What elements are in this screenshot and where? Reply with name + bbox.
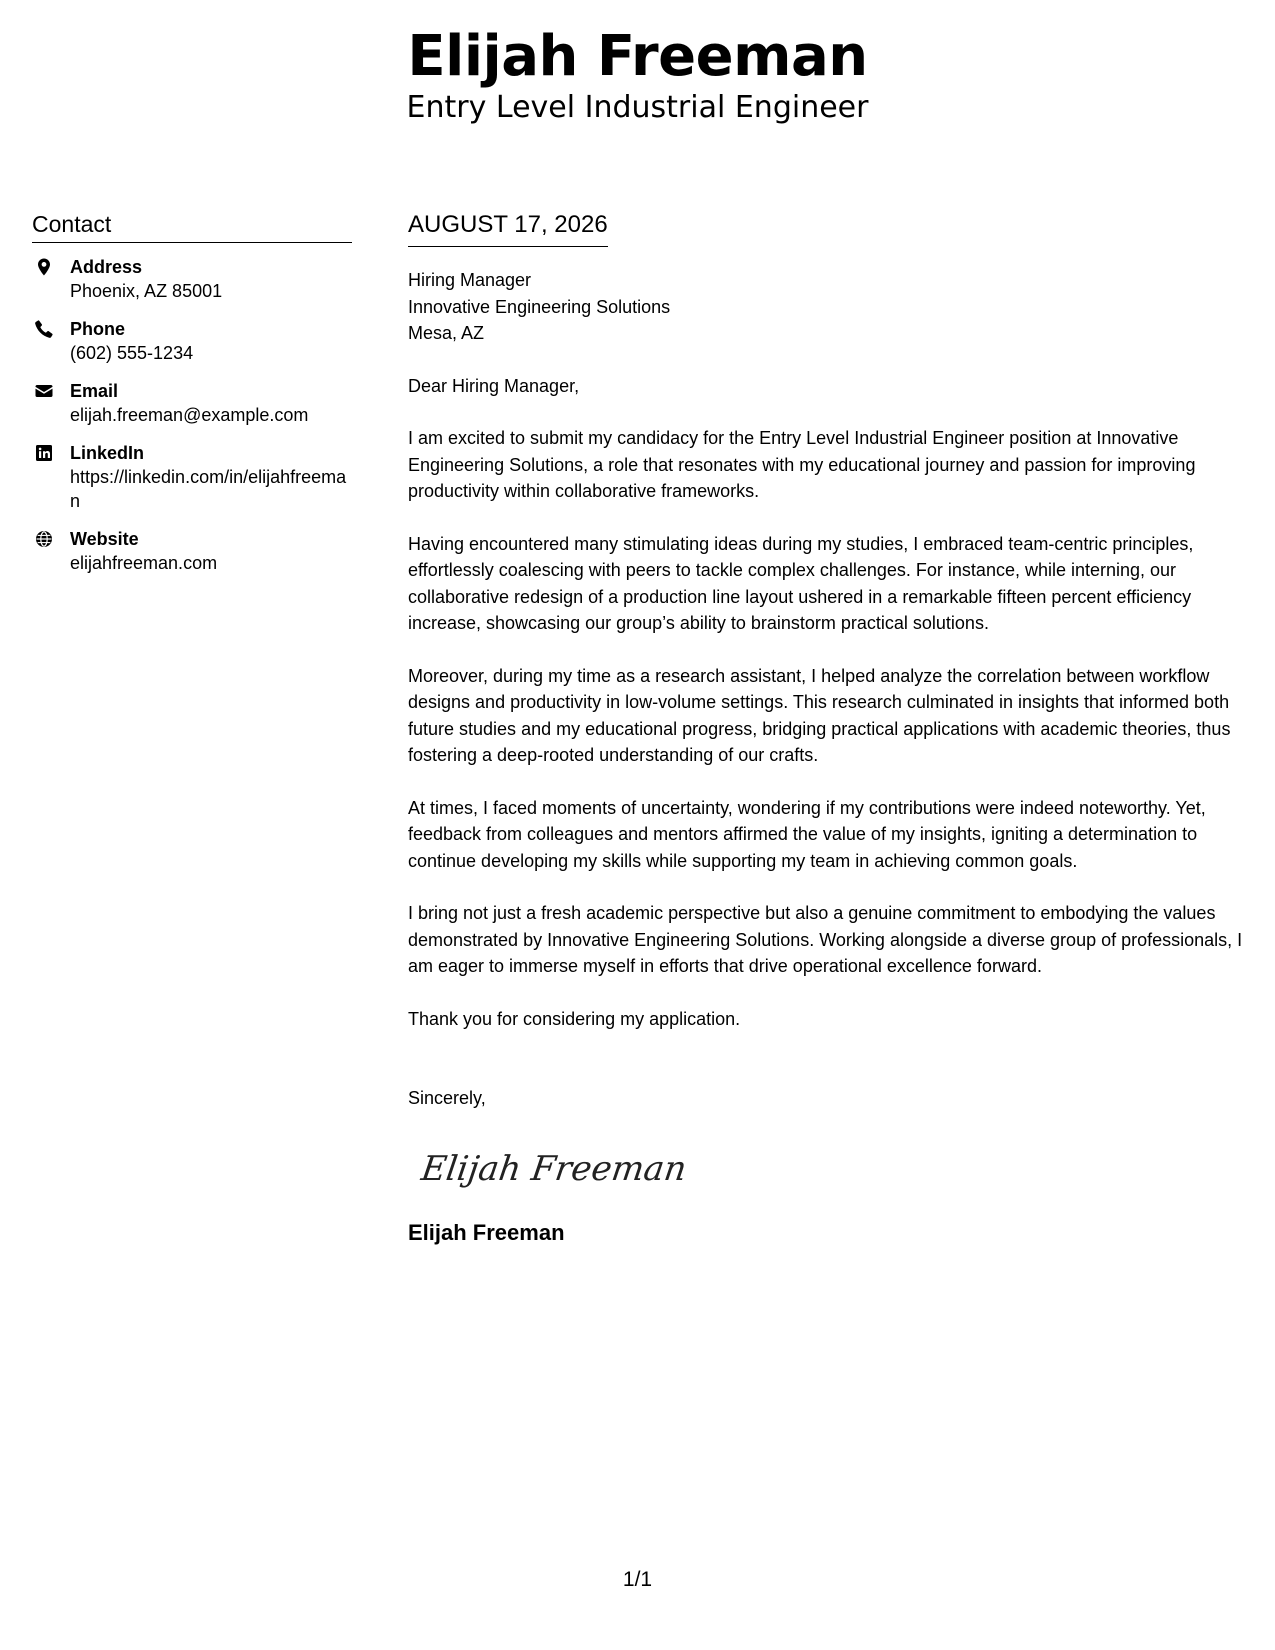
- letter-paragraph: At times, I faced moments of uncertainty, wondering if my contributions were indeed noteworthy. Yet, feedback from colleagues and mentors affirmed the value of my insights, igniting a determination to continue developing my skills while supporting my team in achieving common goals.: [408, 797, 1206, 871]
- contact-label: Address: [70, 257, 143, 277]
- letter-paragraph: Having encountered many stimulating ideas during my studies, I embraced team-centric principles, effortlessly coalescing with peers to tackle complex challenges. For instance, while interning, our collaborative redesign of a production line layout ushered in a remarkable fifteen percent efficiency increase, showcasing our group’s ability to brainstorm practical solutions.: [408, 533, 1194, 633]
- contact-label: Email: [70, 381, 119, 401]
- phone-value[interactable]: (602) 555-1234: [70, 343, 194, 363]
- envelope-icon: [34, 381, 54, 401]
- page-number: 1/1: [622, 1568, 653, 1591]
- recipient-company: Innovative Engineering Solutions: [408, 296, 671, 317]
- linkedin-value[interactable]: https://linkedin.com/in/elijahfreeman: [70, 467, 347, 511]
- cover-letter-body: [408, 208, 1258, 1248]
- thank-you-line: Thank you for considering my application.: [408, 1008, 741, 1029]
- map-pin-icon: [34, 257, 54, 277]
- applicant-name: Elijah Freeman: [407, 24, 868, 89]
- address-value: Phoenix, AZ 85001: [70, 281, 223, 301]
- signer-name: Elijah Freeman: [408, 1219, 565, 1245]
- letter-paragraph: I am excited to submit my candidacy for the Entry Level Industrial Engineer position at Innovative Engineering Solutions, a role that resonates with my educational journey and passion for improving productivity within collaborative frameworks.: [408, 428, 1196, 501]
- linkedin-icon: [34, 443, 54, 463]
- signature-text: Elijah Freeman: [418, 1148, 689, 1189]
- salutation: Dear Hiring Manager,: [408, 375, 580, 396]
- letter-paragraph: Moreover, during my time as a research assistant, I helped analyze the correlation between workflow designs and productivity in low-volume settings. This research culminated in insights that informed both future studies and my educational progress, bridging practical applications with academic theories, thus fostering a deep-rooted understanding of our crafts.: [408, 665, 1231, 765]
- contact-item-email: [32, 379, 352, 427]
- contact-label: Phone: [70, 319, 126, 339]
- recipient-location: Mesa, AZ: [408, 323, 485, 343]
- website-value[interactable]: elijahfreeman.com: [70, 553, 218, 573]
- contact-item-phone: [32, 317, 352, 365]
- closing-line: Sincerely,: [408, 1088, 486, 1108]
- email-value[interactable]: elijah.freeman@example.com: [70, 405, 309, 425]
- letter-paragraph: I bring not just a fresh academic perspective but also a genuine commitment to embodying the values demonstrated by Innovative Engineering Solutions. Working alongside a diverse group of professionals, I am eager to immerse myself in efforts that drive operational excellence forward.: [408, 903, 1243, 976]
- signature-graphic: [418, 1138, 689, 1198]
- contact-label: Website: [70, 529, 139, 549]
- contact-heading: Contact: [32, 210, 352, 243]
- contact-item-linkedin: [32, 441, 352, 513]
- globe-icon: [34, 529, 54, 549]
- letter-date: AUGUST 17, 2026: [408, 208, 608, 247]
- contact-item-website: [32, 527, 352, 575]
- contact-sidebar: [32, 210, 352, 589]
- phone-icon: [34, 319, 54, 339]
- recipient-name: Hiring Manager: [408, 270, 532, 290]
- recipient-block: [408, 267, 1258, 347]
- applicant-title: Entry Level Industrial Engineer: [406, 90, 869, 125]
- handwritten-signature: [418, 1138, 1258, 1198]
- contact-item-address: [32, 255, 352, 303]
- contact-label: LinkedIn: [70, 443, 145, 463]
